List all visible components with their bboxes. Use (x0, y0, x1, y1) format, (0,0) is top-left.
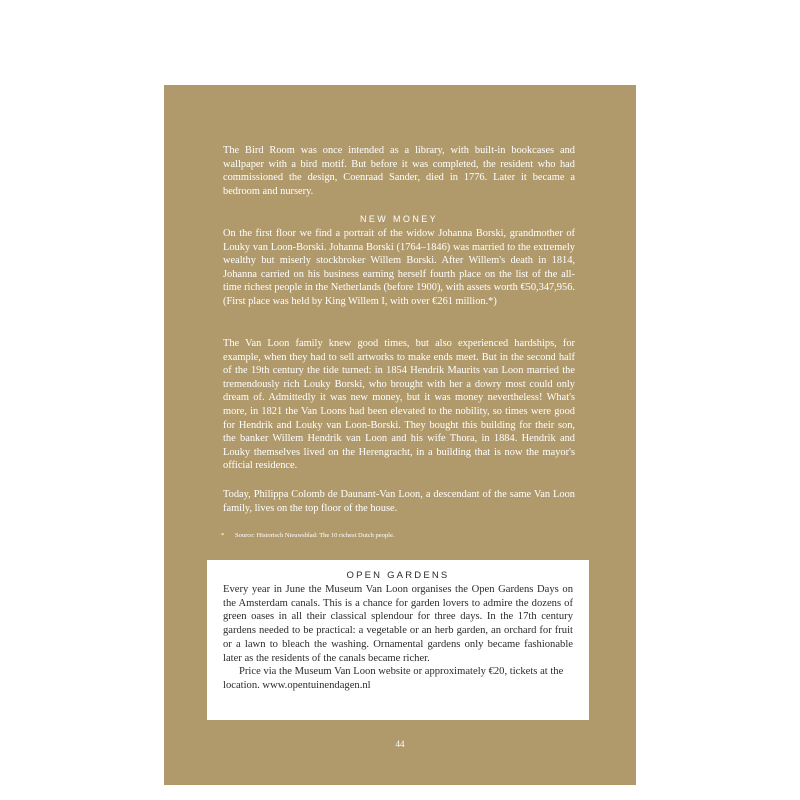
footnote (221, 531, 581, 540)
box-title: OPEN GARDENS (346, 570, 450, 581)
paragraph-new-money: On the first floor we find a portrait of the widow Johanna Borski, grandmother of Louky van Loon-Borski. Johanna Borski (1764–1846) was married to the extremely wealthy but miserly stockbroker Willem Borski. After Willem's death in 1814, Johanna carried on his business earning herself fourth place on the list of the all-time richest people in the Netherlands (before 1900), with assets worth €50,347,956. (First place was held by King Willem I, with over €261 million.*) (223, 228, 575, 307)
paragraph-van-loon-family: The Van Loon family knew good times, but also experienced hardships, for example, when they had to sell artworks to make ends meet. But in the second half of the 19th century the tide turned: in 1854 Hendrik Maurits van Loon married the tremendously rich Louky Borski, who brought with her a dowry most could only dream of. Admittedly it was new money, but it was money nevertheless! What's more, in 1821 the Van Loons had been elevated to the nobility, so times were good for Hendrik and Louky van Loon-Borski. They bought this building for their son, the banker Willem Hendrik van Loon and his wife Thora, in 1884. Hendrik and Louky themselves lived on the Herengracht, in a building that is now the mayor's official residence. (223, 338, 575, 472)
footnote-marker: * (221, 532, 225, 539)
box-paragraph-1: Every year in June the Museum Van Loon organises the Open Gardens Days on the Amsterdam canals. This is a chance for garden lovers to admire the dozens of green oases in all their classical splendour for three days. In the 17th century gardens needed to be practical: a vegetable or an herb garden, an orchard for fruit or a lawn to bleach the washing. Ornamental gardens only became fashionable later as the residents of the canals became richer. (223, 584, 573, 664)
box-paragraph-2: Price via the Museum Van Loon website or approximately €20, tickets at the location. www.opentuinendagen.nl (223, 666, 564, 691)
book-page (164, 85, 636, 785)
paragraph-bird-room: The Bird Room was once intended as a library, with built-in bookcases and wallpaper with a bird motif. But before it was completed, the resident who had commissioned the design, Coenraad Sander, died in 1776. Later it became a bedroom and nursery. (223, 145, 575, 197)
footnote-text: Source: Historisch Nieuwsblad: The 10 richest Dutch people. (235, 532, 395, 539)
paragraph-today: Today, Philippa Colomb de Daunant-Van Loon, a descendant of the same Van Loon family, lives on the top floor of the house. (223, 489, 575, 514)
section-heading: NEW MONEY (359, 214, 439, 224)
open-gardens-box (207, 560, 589, 720)
page-number: 44 (395, 739, 405, 749)
